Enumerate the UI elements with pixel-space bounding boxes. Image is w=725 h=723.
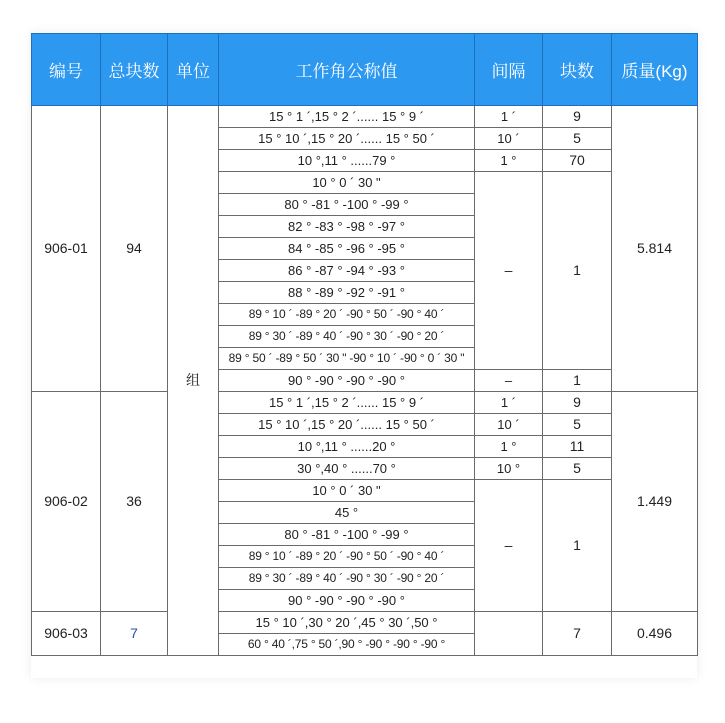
angle-cell: 60 ° 40 ´,75 ° 50 ´,90 ° -90 ° -90 ° -90 ° bbox=[219, 634, 475, 656]
header-angle: 工作角公称值 bbox=[219, 34, 475, 106]
interval-cell: – bbox=[475, 172, 543, 370]
angle-cell: 86 ° -87 ° -94 ° -93 ° bbox=[219, 260, 475, 282]
angle-cell: 10 °,11 ° ......79 ° bbox=[219, 150, 475, 172]
count-cell: 9 bbox=[543, 392, 612, 414]
group-total: 36 bbox=[101, 392, 168, 612]
table-row bbox=[32, 106, 698, 128]
group-code: 906-02 bbox=[32, 392, 101, 612]
angle-cell: 89 ° 10 ´ -89 ° 20 ´ -90 ° 50 ´ -90 ° 40 ´ bbox=[219, 546, 475, 568]
angle-cell: 15 ° 10 ´,15 ° 20 ´...... 15 ° 50 ´ bbox=[219, 414, 475, 436]
interval-cell bbox=[475, 612, 543, 656]
interval-cell: 10 ° bbox=[475, 458, 543, 480]
angle-cell: 10 °,11 ° ......20 ° bbox=[219, 436, 475, 458]
angle-cell: 45 ° bbox=[219, 502, 475, 524]
group-mass: 5.814 bbox=[612, 106, 698, 392]
angle-cell: 88 ° -89 ° -92 ° -91 ° bbox=[219, 282, 475, 304]
count-cell: 70 bbox=[543, 150, 612, 172]
angle-cell: 10 ° 0 ´ 30 " bbox=[219, 172, 475, 194]
group-total: 7 bbox=[101, 612, 168, 656]
header-interval: 间隔 bbox=[475, 34, 543, 106]
interval-cell: 1 ´ bbox=[475, 392, 543, 414]
angle-cell: 80 ° -81 ° -100 ° -99 ° bbox=[219, 194, 475, 216]
angle-cell: 15 ° 10 ´,30 ° 20 ´,45 ° 30 ´,50 ° bbox=[219, 612, 475, 634]
count-cell: 9 bbox=[543, 106, 612, 128]
angle-cell: 89 ° 50 ´ -89 ° 50 ´ 30 " -90 ° 10 ´ -90 ° 0 ´ 30 " bbox=[219, 348, 475, 370]
angle-cell: 89 ° 10 ´ -89 ° 20 ´ -90 ° 50 ´ -90 ° 40 ´ bbox=[219, 304, 475, 326]
count-cell: 1 bbox=[543, 480, 612, 612]
group-mass: 0.496 bbox=[612, 612, 698, 656]
header-count: 块数 bbox=[543, 34, 612, 106]
group-mass: 1.449 bbox=[612, 392, 698, 612]
group-code: 906-03 bbox=[32, 612, 101, 656]
header-mass: 质量(Kg) bbox=[612, 34, 698, 106]
angle-cell: 90 ° -90 ° -90 ° -90 ° bbox=[219, 590, 475, 612]
count-cell: 5 bbox=[543, 414, 612, 436]
table-row bbox=[32, 392, 698, 414]
table-header-row bbox=[32, 34, 698, 106]
count-cell: 5 bbox=[543, 458, 612, 480]
interval-cell: 1 ´ bbox=[475, 106, 543, 128]
interval-cell: – bbox=[475, 480, 543, 612]
angle-cell: 80 ° -81 ° -100 ° -99 ° bbox=[219, 524, 475, 546]
angle-cell: 89 ° 30 ´ -89 ° 40 ´ -90 ° 30 ´ -90 ° 20 ´ bbox=[219, 568, 475, 590]
group-total: 94 bbox=[101, 106, 168, 392]
angle-cell: 15 ° 1 ´,15 ° 2 ´...... 15 ° 9 ´ bbox=[219, 106, 475, 128]
header-unit: 单位 bbox=[168, 34, 219, 106]
count-cell: 1 bbox=[543, 370, 612, 392]
interval-cell: 10 ´ bbox=[475, 414, 543, 436]
header-total: 总块数 bbox=[101, 34, 168, 106]
interval-cell: 1 ° bbox=[475, 436, 543, 458]
angle-cell: 82 ° -83 ° -98 ° -97 ° bbox=[219, 216, 475, 238]
angle-cell: 89 ° 30 ´ -89 ° 40 ´ -90 ° 30 ´ -90 ° 20 ´ bbox=[219, 326, 475, 348]
interval-cell: – bbox=[475, 370, 543, 392]
group-code: 906-01 bbox=[32, 106, 101, 392]
angle-cell: 15 ° 10 ´,15 ° 20 ´...... 15 ° 50 ´ bbox=[219, 128, 475, 150]
angle-gauge-table bbox=[31, 33, 698, 656]
angle-cell: 90 ° -90 ° -90 ° -90 ° bbox=[219, 370, 475, 392]
count-cell: 1 bbox=[543, 172, 612, 370]
count-cell: 7 bbox=[543, 612, 612, 656]
unit-cell: 组 bbox=[168, 106, 219, 656]
angle-cell: 30 °,40 ° ......70 ° bbox=[219, 458, 475, 480]
angle-cell: 15 ° 1 ´,15 ° 2 ´...... 15 ° 9 ´ bbox=[219, 392, 475, 414]
table-row bbox=[32, 612, 698, 634]
angle-cell: 84 ° -85 ° -96 ° -95 ° bbox=[219, 238, 475, 260]
count-cell: 11 bbox=[543, 436, 612, 458]
interval-cell: 1 ° bbox=[475, 150, 543, 172]
angle-gauge-table-frame bbox=[31, 33, 697, 678]
header-code: 编号 bbox=[32, 34, 101, 106]
angle-cell: 10 ° 0 ´ 30 " bbox=[219, 480, 475, 502]
count-cell: 5 bbox=[543, 128, 612, 150]
interval-cell: 10 ´ bbox=[475, 128, 543, 150]
